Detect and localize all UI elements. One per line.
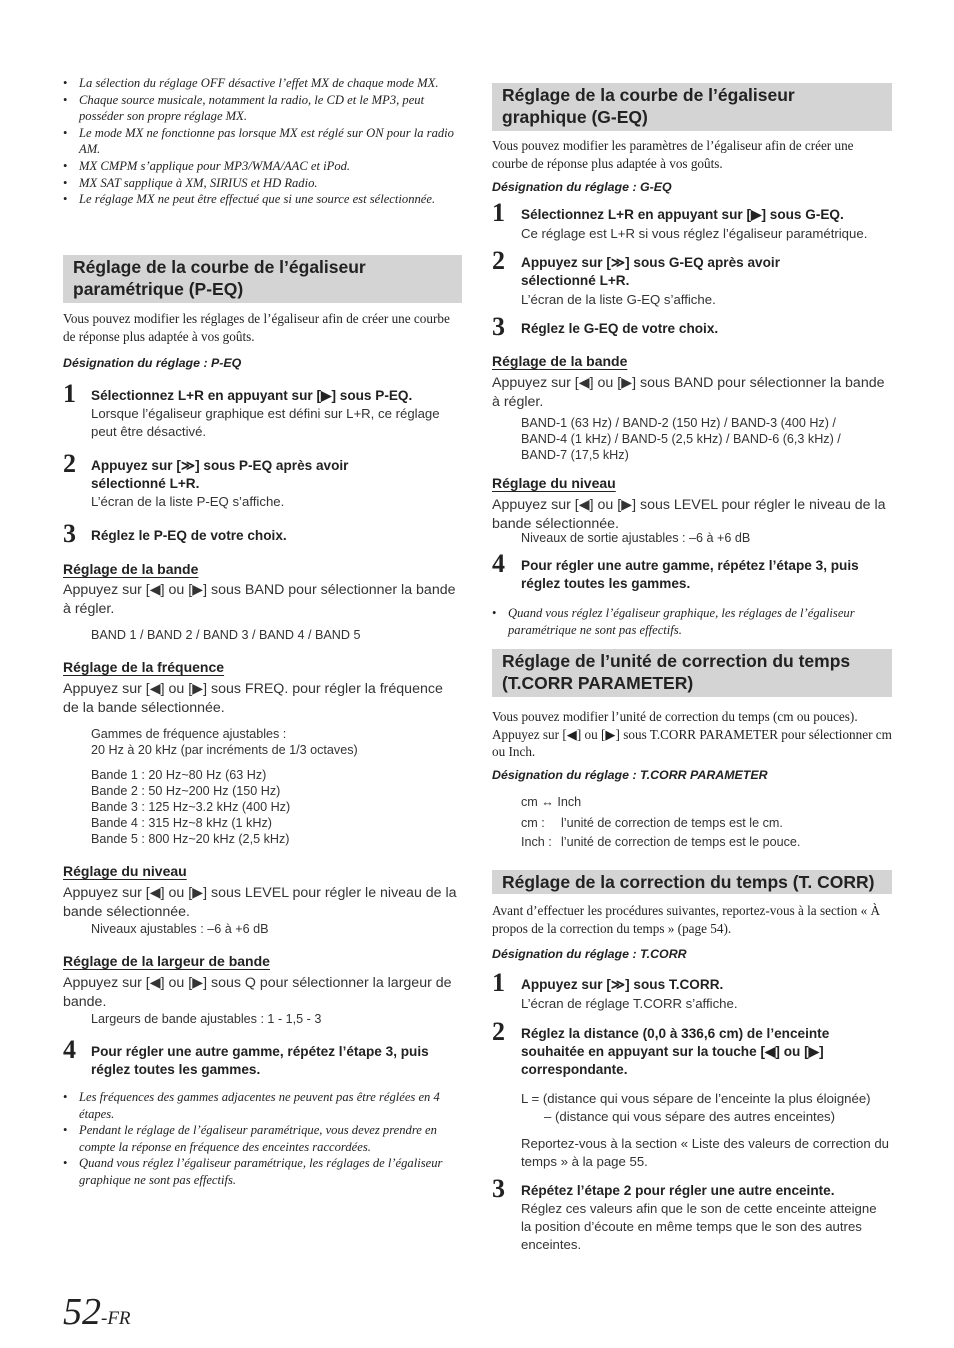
tcorr-param-designation: Désignation du réglage : T.CORR PARAMETER [492,768,768,782]
geq-level-range: Niveaux de sortie ajustables : –6 à +6 dB [521,531,751,545]
geq-level-heading: Réglage du niveau [492,475,616,491]
list-item: • MX SAT sapplique à XM, SIRIUS et HD Radio. [63,175,462,192]
list-item: • Quand vous réglez l’égaliseur paramétrique, les réglages de l’égaliseur graphique ne sont pas effectifs. [63,1155,462,1188]
step-number: 2 [492,246,505,275]
step-number: 2 [492,1017,505,1046]
distance-formula-line1: L = (distance qui vous sépare de l’enceinte la plus éloignée) [521,1091,871,1106]
list-item: • La sélection du réglage OFF désactive l’effet MX de chaque mode MX. [63,75,462,92]
geq-step1-detail: Ce réglage est L+R si vous réglez l’égaliseur paramétrique. [521,226,868,241]
peq-step4-instruction: Pour régler une autre gamme, répétez l’étape 3, puis réglez toutes les gammes. [91,1044,429,1077]
list-item: • MX CMPM s’applique pour MP3/WMA/AAC et iPod. [63,158,462,175]
geq-notes-list [492,605,892,638]
list-item: • Le mode MX ne fonctionne pas lorsque MX est réglé sur ON pour la radio AM. [63,125,462,158]
step-number: 1 [492,198,505,227]
cm-label: cm : [521,816,545,830]
cm-description: l’unité de correction de temps est le cm. [561,816,783,830]
peq-section-title: Réglage de la courbe de l’égaliseur paramétrique (P-EQ) [63,255,462,303]
list-item: Bande 4 : 315 Hz~8 kHz (1 kHz) [91,816,272,830]
peq-step2-detail: L’écran de la liste P-EQ s’affiche. [91,494,285,509]
tcorr-param-section-title: Réglage de l’unité de correction du temps (T.CORR PARAMETER) [492,649,892,697]
distance-formula-line2: – (distance qui vous sépare des autres enceintes) [544,1109,836,1124]
geq-band-text: Appuyez sur [◀] ou [▶] sous BAND pour sélectionner la bande à régler. [492,375,885,410]
geq-designation: Désignation du réglage : G-EQ [492,180,672,194]
list-item: • Chaque source musicale, notamment la radio, le CD et le MP3, peut posséder son propre réglage MX. [63,92,462,125]
peq-notes-list [63,1089,462,1189]
list-item: • Les fréquences des gammes adjacentes ne peuvent pas être réglées en 4 étapes. [63,1089,462,1122]
step-number: 3 [492,312,505,341]
step-number: 3 [492,1174,505,1203]
peq-step1-detail: Lorsque l’égaliseur graphique est défini sur L+R, ce réglage peut être désactivé. [91,406,440,439]
tcorr-step1-detail: L’écran de réglage T.CORR s’affiche. [521,996,738,1011]
step-number: 3 [63,519,76,548]
geq-step1-instruction: Sélectionnez L+R en appuyant sur [▶] sous G-EQ. [521,207,844,222]
list-item: Bande 5 : 800 Hz~20 kHz (2,5 kHz) [91,832,290,846]
geq-step2-detail: L’écran de la liste G-EQ s’affiche. [521,292,716,307]
geq-step2-instruction: Appuyez sur [≫] sous G-EQ après avoir sélectionné L+R. [521,255,780,288]
step-number: 2 [63,449,76,478]
step-number: 4 [492,549,505,578]
peq-width-heading: Réglage de la largeur de bande [63,953,270,969]
peq-freq-heading: Réglage de la fréquence [63,659,225,675]
peq-band-text: Appuyez sur [◀] ou [▶] sous BAND pour sélectionner la bande à régler. [63,582,456,617]
peq-step3-instruction: Réglez le P-EQ de votre choix. [91,528,287,543]
page-number-value: 52 [63,1291,101,1333]
mx-notes-list [63,75,462,208]
peq-step2-instruction: Appuyez sur [≫] sous P-EQ après avoir sélectionné L+R. [91,458,349,491]
page-number [63,1290,131,1334]
tcorr-step3-instruction: Répétez l’étape 2 pour régler une autre enceinte. [521,1183,835,1198]
list-item: Bande 1 : 20 Hz~80 Hz (63 Hz) [91,768,267,782]
geq-intro: Vous pouvez modifier les paramètres de l’égaliseur afin de créer une courbe de réponse plus adaptée à vos goûts. [492,138,854,171]
geq-step3-instruction: Réglez le G-EQ de votre choix. [521,321,719,336]
geq-band-heading: Réglage de la bande [492,353,628,369]
cm-inch-toggle: cm ↔ Inch [521,795,582,809]
peq-intro: Vous pouvez modifier les réglages de l’égaliseur afin de créer une courbe de réponse plus adaptée à vos goûts. [63,311,450,344]
peq-level-range: Niveaux ajustables : –6 à +6 dB [91,922,269,936]
list-item: • Pendant le réglage de l’égaliseur paramétrique, vous devez prendre en compte la réponse en fréquence des enceintes raccordées. [63,1122,462,1155]
step-number: 1 [63,379,76,408]
peq-freq-band-list [91,767,462,847]
peq-freq-text: Appuyez sur [◀] ou [▶] sous FREQ. pour régler la fréquence de la bande sélectionnée. [63,681,443,716]
peq-band-heading: Réglage de la bande [63,561,199,577]
tcorr-section-title: Réglage de la correction du temps (T. CORR) [492,870,892,894]
peq-width-range: Largeurs de bande ajustables : 1 - 1,5 - 3 [91,1012,322,1026]
tcorr-step1-instruction: Appuyez sur [≫] sous T.CORR. [521,977,724,992]
list-item: • Le réglage MX ne peut être effectué que si une source est sélectionnée. [63,191,462,208]
inch-description: l’unité de correction de temps est le pouce. [561,835,801,849]
geq-band-list: BAND-1 (63 Hz) / BAND-2 (150 Hz) / BAND-3 (400 Hz) / BAND-4 (1 kHz) / BAND-5 (2,5 kHz) / BAND-6 (6,3 kHz) / BAND-7 (17,5 kHz) [521,416,841,462]
peq-band-list: BAND 1 / BAND 2 / BAND 3 / BAND 4 / BAND 5 [91,628,361,642]
geq-section-title: Réglage de la courbe de l’égaliseur graphique (G-EQ) [492,83,892,131]
inch-label: Inch : [521,835,552,849]
list-item: Bande 3 : 125 Hz~3.2 kHz (400 Hz) [91,800,291,814]
tcorr-step2-instruction: Réglez la distance (0,0 à 336,6 cm) de l’enceinte souhaitée en appuyant sur la touche [◀] ou [▶] correspondante. [521,1026,830,1077]
step-number: 4 [63,1035,76,1064]
peq-designation: Désignation du réglage : P-EQ [63,356,242,370]
list-item: • Quand vous réglez l’égaliseur graphique, les réglages de l’égaliseur paramétrique ne sont pas effectifs. [492,605,892,638]
tcorr-step3-detail: Réglez ces valeurs afin que le son de cette enceinte atteigne la position d’écoute en même temps que le son des autres enceintes. [521,1201,877,1252]
peq-level-text: Appuyez sur [◀] ou [▶] sous LEVEL pour régler le niveau de la bande sélectionnée. [63,885,457,920]
tcorr-param-intro: Vous pouvez modifier l’unité de correction du temps (cm ou pouces). Appuyez sur [◀] ou [▶] sous T.CORR PARAMETER pour sélectionner cm ou Inch. [492,709,892,759]
tcorr-intro: Avant d’effectuer les procédures suivantes, reportez-vous à la section « À propos de la correction du temps » (page 54). [492,903,881,936]
geq-level-text: Appuyez sur [◀] ou [▶] sous LEVEL pour régler le niveau de la bande sélectionnée. [492,497,886,532]
list-item: Bande 2 : 50 Hz~200 Hz (150 Hz) [91,784,281,798]
tcorr-reference-text: Reportez-vous à la section « Liste des valeurs de correction du temps » à la page 55. [521,1136,889,1169]
tcorr-designation: Désignation du réglage : T.CORR [492,947,687,961]
peq-freq-range: 20 Hz à 20 kHz (par incréments de 1/3 octaves) [91,743,358,757]
peq-freq-range-label: Gammes de fréquence ajustables : [91,727,287,741]
peq-width-text: Appuyez sur [◀] ou [▶] sous Q pour sélectionner la largeur de bande. [63,975,452,1010]
peq-step1-instruction: Sélectionnez L+R en appuyant sur [▶] sous P-EQ. [91,388,413,403]
geq-step4-instruction: Pour régler une autre gamme, répétez l’étape 3, puis réglez toutes les gammes. [521,558,859,591]
page-language-suffix: -FR [101,1308,131,1329]
peq-level-heading: Réglage du niveau [63,863,187,879]
step-number: 1 [492,968,505,997]
